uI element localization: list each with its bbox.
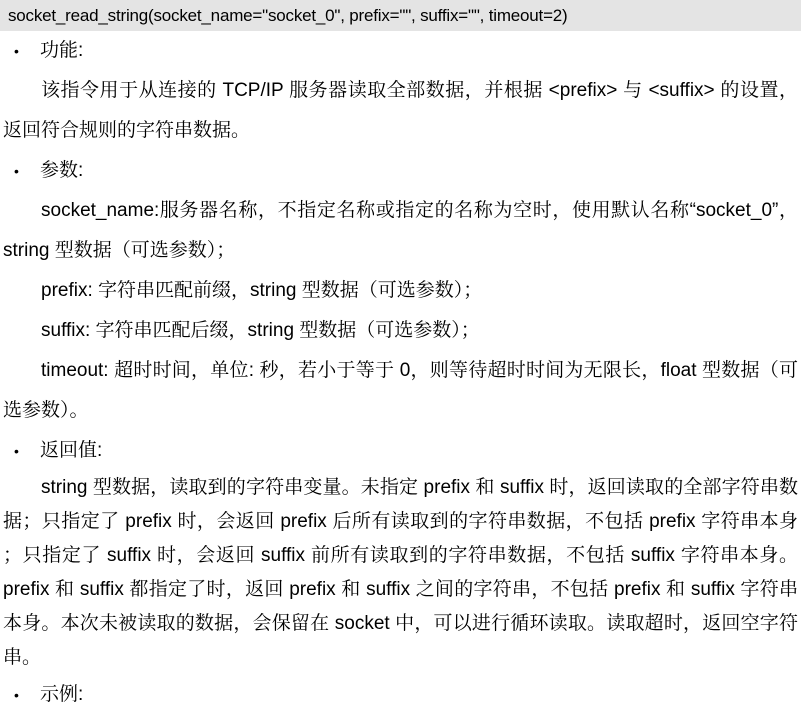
paragraph-param-timeout: timeout: 超时时间，单位: 秒，若小于等于 0，则等待超时时间为无限长，float 型数据（可选参数）。 (3, 360, 798, 421)
document-body (0, 31, 801, 715)
bullet-icon: • (14, 443, 19, 459)
section-label-return-value: 返回值: (40, 440, 103, 461)
section-heading-row (3, 431, 798, 471)
paragraph-param-prefix: prefix: 字符串匹配前缀，string 型数据（可选参数）； (41, 280, 483, 301)
paragraph-param-socket-name: socket_name:服务器名称，不指定名称或指定的名称为空时，使用默认名称“socket_0”，string 型数据（可选参数）； (3, 200, 798, 261)
function-signature: socket_read_string(socket_name="socket_0", prefix="", suffix="", timeout=2) (8, 5, 568, 25)
section-label-parameters: 参数: (40, 160, 84, 181)
section-example (3, 675, 798, 715)
paragraph-function-description: 该指令用于从连接的 TCP/IP 服务器读取全部数据，并根据 <prefix> 与 <suffix> 的设置，返回符合规则的字符串数据。 (3, 80, 798, 141)
section-parameters (3, 151, 798, 431)
paragraph-return-description: string 型数据，读取到的字符串变量。未指定 prefix 和 suffix 时，返回读取的全部字符串数据；只指定了 prefix 时，会返回 prefix 后所有读取到的字符串数据，不包括 prefix 字符串本身 ；只指定了 suffix 时，会返回 suffix 前所有读取到的字符串数据，不包括 suffix 字符串本身。prefix 和 suffix 都指定了时，返回 prefix 和 suffix 之间的字符串，不包括 prefix 和 suffix 字符串本身。本次未被读取的数据，会保留在 socket 中，可以进行循环读取。读取超时，返回空字符串。 (3, 477, 798, 668)
function-signature-bar (0, 0, 801, 31)
bullet-icon: • (14, 687, 19, 703)
paragraph-param-suffix: suffix: 字符串匹配后缀，string 型数据（可选参数）； (41, 320, 480, 341)
section-return-value (3, 431, 798, 675)
section-label-example: 示例: (40, 684, 84, 705)
section-heading-row (3, 151, 798, 191)
section-function (3, 31, 798, 151)
bullet-icon: • (14, 163, 19, 179)
section-heading-row (3, 675, 798, 715)
section-label-function: 功能: (40, 40, 84, 61)
bullet-icon: • (14, 43, 19, 59)
section-heading-row (3, 31, 798, 71)
